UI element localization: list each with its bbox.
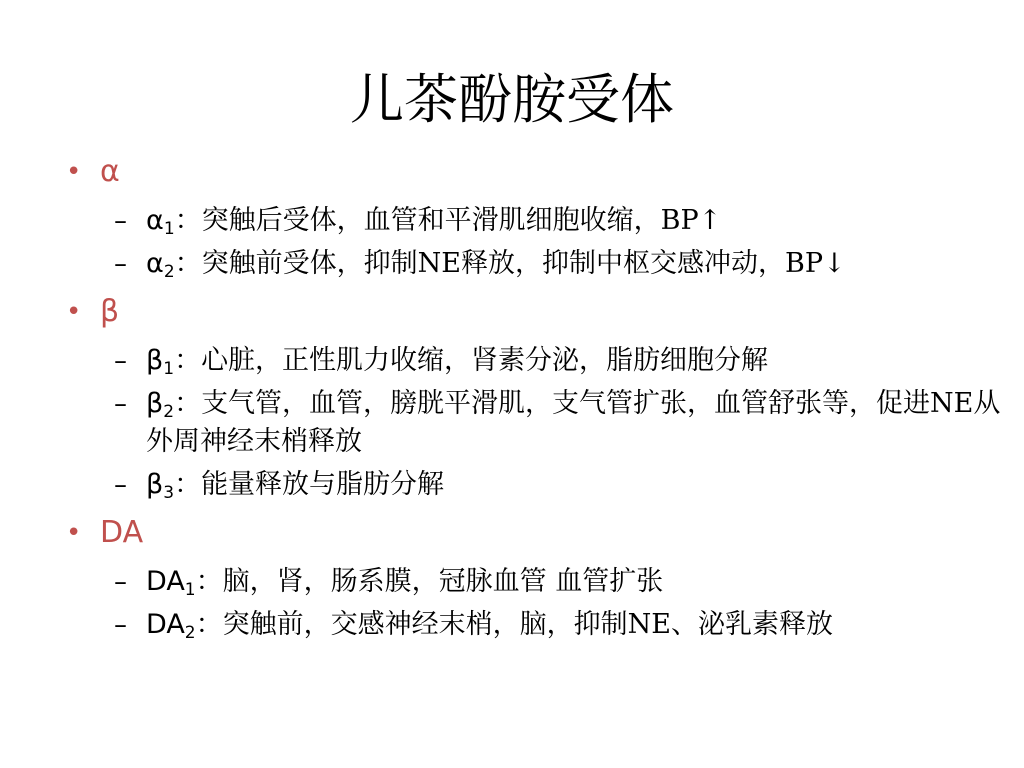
bullet-label-da: DA: [100, 515, 144, 550]
receptor-subscript: 1: [163, 219, 175, 239]
receptor-description: 支气管，血管，膀胱平滑肌，支气管扩张，血管舒张等，促进NE从外周神经末梢释放: [146, 388, 1001, 457]
receptor-key: $\beta_1$: [146, 345, 175, 379]
receptor-subscript: 3: [163, 483, 175, 503]
bullet-da: [60, 509, 1010, 557]
receptor-description: 脑，肾，肠系膜，冠脉血管 血管扩张: [222, 566, 664, 597]
bullet-dot-icon: •: [66, 157, 82, 187]
receptor-key: $DA_2$: [146, 609, 196, 643]
bullet-dot-icon: •: [66, 297, 82, 327]
sub-item-da-1: – $DA_1$：脑，肾，肠系膜，冠脉血管 血管扩张: [60, 563, 1010, 601]
receptor-description: 能量释放与脂肪分解: [201, 469, 445, 500]
receptor-key: $\alpha_2$: [146, 248, 175, 282]
sub-item-da-2: – $DA_2$：突触前，交感神经末梢，脑，抑制NE、泌乳素释放: [60, 606, 1010, 644]
slide-content: [60, 148, 1010, 649]
receptor-subscript: 2: [163, 402, 175, 422]
receptor-key: $\beta_2$: [146, 388, 175, 422]
receptor-subscript: 2: [184, 623, 196, 643]
sub-item-beta-1: – $\beta_1$：心脏，正性肌力收缩，肾素分泌，脂肪细胞分解: [60, 342, 1010, 380]
receptor-description: 突触前受体，抑制NE释放，抑制中枢交感冲动，BP↓: [201, 248, 846, 279]
dash-icon: –: [114, 249, 127, 279]
dash-icon: –: [114, 610, 127, 640]
sub-item-alpha-1: – $\alpha_1$：突触后受体，血管和平滑肌细胞收缩，BP↑: [60, 202, 1010, 240]
slide-title: 儿茶酚胺受体: [350, 68, 674, 131]
receptor-key: $DA_1$: [146, 566, 196, 600]
dash-icon: –: [114, 346, 127, 376]
sub-item-beta-3: – $\beta_3$：能量释放与脂肪分解: [60, 466, 1010, 504]
receptor-description: 心脏，正性肌力收缩，肾素分泌，脂肪细胞分解: [201, 345, 769, 376]
dash-icon: –: [114, 206, 127, 236]
receptor-subscript: 2: [163, 262, 175, 282]
bullet-label-alpha: α: [100, 154, 120, 189]
sub-item-alpha-2: – $\alpha_2$：突触前受体，抑制NE释放，抑制中枢交感冲动，BP↓: [60, 245, 1010, 283]
bullet-dot-icon: •: [66, 518, 82, 548]
sub-item-beta-2: – $\beta_2$：支气管，血管，膀胱平滑肌，支气管扩张，血管舒张等，促进NE从外周神经末梢释放: [60, 385, 1010, 461]
bullet-beta: [60, 288, 1010, 336]
bullet-label-beta: β: [100, 294, 120, 329]
receptor-description: 突触后受体，血管和平滑肌细胞收缩，BP↑: [201, 205, 722, 236]
dash-icon: –: [114, 389, 127, 419]
receptor-subscript: 1: [163, 359, 175, 379]
receptor-key: $\beta_3$: [146, 469, 175, 503]
receptor-description: 突触前，交感神经末梢，脑，抑制NE、泌乳素释放: [222, 609, 833, 640]
receptor-key: $\alpha_1$: [146, 205, 175, 239]
receptor-subscript: 1: [184, 580, 196, 600]
dash-icon: –: [114, 567, 127, 597]
bullet-alpha: [60, 148, 1010, 196]
dash-icon: –: [114, 470, 127, 500]
